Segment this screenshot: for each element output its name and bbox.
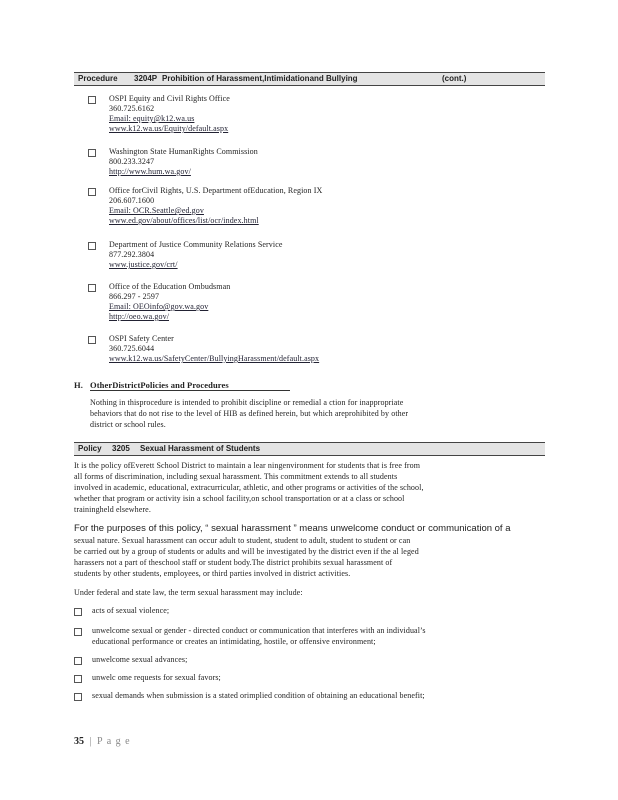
bullet-box-icon bbox=[74, 608, 82, 616]
contact-bullet-icon bbox=[88, 284, 96, 292]
contact-line: Office of the Education Ombudsman bbox=[109, 282, 231, 291]
contact-bullet-icon bbox=[88, 188, 96, 196]
policy-intro-line-3: involved in academic, educational, extracurricular, athletic, and other programs or activities of the school, bbox=[74, 483, 424, 492]
section-h-title: OtherDistrictPolicies and Procedures bbox=[90, 380, 229, 390]
bullet-4: unwelc ome requests for sexual favors; bbox=[92, 673, 221, 682]
contact-line: 360.725.6044 bbox=[109, 344, 155, 353]
footer-page-label: P a g e bbox=[97, 736, 131, 747]
contact-line: OSPI Equity and Civil Rights Office bbox=[109, 94, 230, 103]
bullet-box-icon bbox=[74, 628, 82, 636]
contact-bullet-icon bbox=[88, 242, 96, 250]
purposes-line-1: sexual nature. Sexual harassment can occur adult to student, student to adult, student to student or can bbox=[74, 536, 411, 545]
contact-line: Washington State HumanRights Commission bbox=[109, 147, 258, 156]
page-footer bbox=[74, 736, 131, 747]
section-h-line-3: district or school rules. bbox=[90, 420, 166, 429]
section-h-line-1: Nothing in thisprocedure is intended to prohibit discipline or remedial a ction for inappropriate bbox=[90, 398, 404, 407]
section-h-underline bbox=[90, 390, 290, 391]
contact-line[interactable]: www.ed.gov/about/offices/list/ocr/index.html bbox=[109, 216, 259, 225]
procedure-label: Procedure bbox=[78, 74, 118, 83]
contact-line: 866.297 - 2597 bbox=[109, 292, 160, 301]
purposes-line-3: harassers not a part of theschool staff or student body.The district prohibits sexual harassment of bbox=[74, 558, 393, 567]
procedure-code: 3204P bbox=[134, 74, 158, 83]
section-h-letter: H. bbox=[74, 380, 83, 390]
contact-line[interactable]: Email: OEOinfo@gov.wa.gov bbox=[109, 302, 209, 311]
bullet-2-b: educational performance or creates an intimidating, hostile, or offensive environment; bbox=[92, 637, 376, 646]
footer-separator: | bbox=[89, 736, 92, 747]
bullet-1: acts of sexual violence; bbox=[92, 606, 170, 615]
contact-line: Office forCivil Rights, U.S. Department ofEducation, Region IX bbox=[109, 186, 323, 195]
section-h-line-2: behaviors that do not rise to the level of HIB as defined herein, but which areprohibited by other bbox=[90, 409, 409, 418]
bullet-5: sexual demands when submission is a stated orimplied condition of obtaining an educational benefit; bbox=[92, 691, 425, 700]
procedure-cont: (cont.) bbox=[442, 74, 467, 83]
contact-line[interactable]: http://www.hum.wa.gov/ bbox=[109, 167, 191, 176]
policy-intro-line-1: It is the policy ofEverett School District to maintain a lear ningenvironment for students that is free from bbox=[74, 461, 421, 470]
policy-intro-line-2: all forms of discrimination, including sexual harassment. This commitment extends to all students bbox=[74, 472, 398, 481]
contact-bullet-icon bbox=[88, 149, 96, 157]
contact-line: 800.233.3247 bbox=[109, 157, 155, 166]
contact-bullet-icon bbox=[88, 96, 96, 104]
purposes-lead: For the purposes of this policy, “ sexual harassment ” means unwelcome conduct or communication of a bbox=[74, 523, 511, 534]
policy-header bbox=[74, 442, 545, 456]
policy-intro-line-4: whether that program or activity isin a school facility,on school transportation or at a class or school bbox=[74, 494, 405, 503]
contact-line[interactable]: http://oeo.wa.gov/ bbox=[109, 312, 170, 321]
bullet-3: unwelcome sexual advances; bbox=[92, 655, 188, 664]
contact-line: OSPI Safety Center bbox=[109, 334, 174, 343]
bullet-box-icon bbox=[74, 675, 82, 683]
contact-bullet-icon bbox=[88, 336, 96, 344]
page-number: 35 bbox=[74, 736, 84, 747]
contact-line: Department of Justice Community Relations Service bbox=[109, 240, 283, 249]
contact-line[interactable]: Email: OCR.Seattle@ed.gov bbox=[109, 206, 204, 215]
purposes-line-4: students by other students, employees, or third parties involved in district activities. bbox=[74, 569, 351, 578]
bullet-box-icon bbox=[74, 693, 82, 701]
procedure-title: Prohibition of Harassment,Intimidationand Bullying bbox=[162, 74, 358, 83]
purposes-line-2: be carried out by a group of students or adults and will be investigated by the district even if the al leged bbox=[74, 547, 419, 556]
policy-intro-line-5: trainingheld elsewhere. bbox=[74, 505, 151, 514]
policy-label: Policy bbox=[78, 444, 102, 453]
policy-title: Sexual Harassment of Students bbox=[140, 444, 261, 453]
under-law-text: Under federal and state law, the term sexual harassment may include: bbox=[74, 588, 303, 597]
contact-line[interactable]: www.k12.wa.us/SafetyCenter/BullyingHarassment/default.aspx bbox=[109, 354, 320, 363]
bullet-box-icon bbox=[74, 657, 82, 665]
contact-line[interactable]: www.k12.wa.us/Equity/default.aspx bbox=[109, 124, 229, 133]
contact-line[interactable]: Email: equity@k12.wa.us bbox=[109, 114, 195, 123]
policy-code: 3205 bbox=[112, 444, 130, 453]
contact-line[interactable]: www.justice.gov/crt/ bbox=[109, 260, 178, 269]
contact-line: 206.607.1600 bbox=[109, 196, 155, 205]
bullet-2-a: unwelcome sexual or gender - directed conduct or communication that interferes with an individual’s bbox=[92, 626, 426, 635]
contact-line: 877.292.3804 bbox=[109, 250, 155, 259]
procedure-header bbox=[74, 72, 545, 86]
contact-line: 360.725.6162 bbox=[109, 104, 155, 113]
